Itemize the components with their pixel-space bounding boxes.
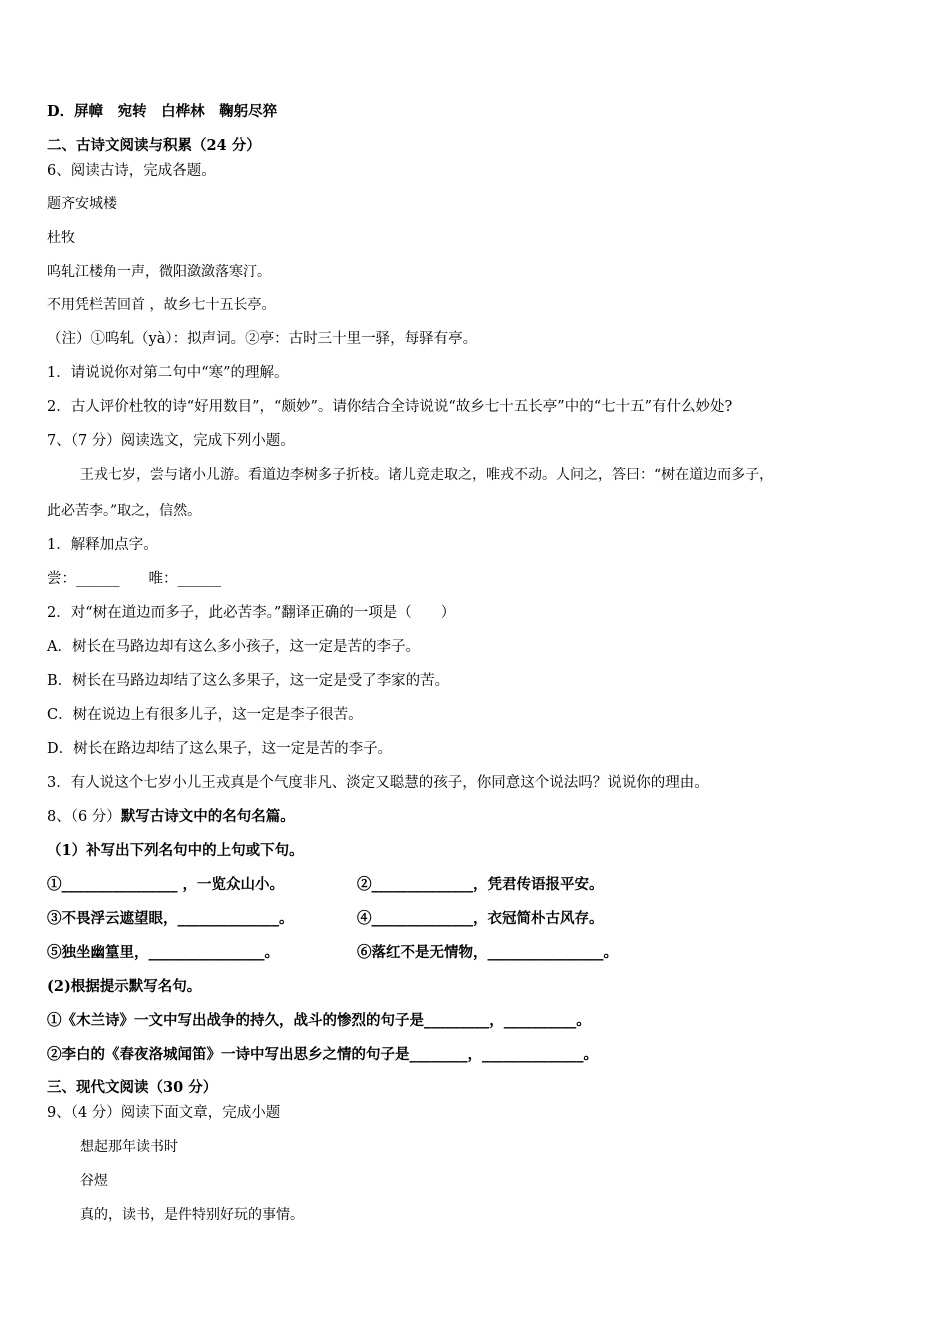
sub-question: 2．对“树在道边而多子，此必苦李。”翻译正确的一项是（ ） bbox=[47, 605, 456, 621]
option-d: D．屏幛 宛转 白桦林 鞠躬尽猝 bbox=[47, 103, 278, 120]
fill-blank: ⑥落红不是无情物，________________。 bbox=[357, 944, 618, 961]
question-6: 6、阅读古诗，完成各题。 bbox=[47, 163, 216, 179]
option-b: B．树长在马路边却结了这么多果子，这一定是受了李家的苦。 bbox=[47, 673, 450, 689]
option-a: A．树长在马路边却有这么多小孩子，这一定是苦的李子。 bbox=[47, 639, 420, 655]
question-8-number: 8、（6 分） bbox=[47, 809, 121, 825]
poem-line: 不用凭栏苦回首 ，故乡七十五长亭。 bbox=[47, 297, 276, 313]
sub-heading: （1）补写出下列名句中的上句或下句。 bbox=[47, 842, 304, 859]
fill-blank: ①________________ ，一览众山小。 bbox=[47, 876, 285, 893]
option-d: D．树长在路边却结了这么果子，这一定是苦的李子。 bbox=[47, 741, 393, 757]
sub-question: 1．解释加点字。 bbox=[47, 537, 158, 553]
sub-question: 2．古人评价杜牧的诗“好用数目”，“颇妙”。请你结合全诗说说“故乡七十五长亭”中的“七十五”有什么妙处? bbox=[47, 399, 733, 415]
fill-blank: ②______________，凭君传语报平安。 bbox=[357, 876, 604, 893]
classical-text: 王戎七岁，尝与诸小儿游。看道边李树多子折枝。诸儿竞走取之，唯戎不动。人问之，答曰：“树在道边而多子， bbox=[80, 467, 774, 483]
article-text: 真的，读书，是件特别好玩的事情。 bbox=[80, 1207, 304, 1223]
poem-author: 杜牧 bbox=[47, 230, 75, 246]
question-9: 9、（4 分）阅读下面文章，完成小题 bbox=[47, 1105, 281, 1121]
fill-blank: 尝：______ 唯：______ bbox=[47, 571, 221, 587]
question-8 bbox=[47, 807, 295, 827]
question-7: 7、（7 分）阅读选文，完成下列小题。 bbox=[47, 433, 295, 449]
question-8-title: 默写古诗文中的名句名篇。 bbox=[120, 808, 295, 825]
poem-line: 呜轧江楼角一声，微阳潋潋落寒汀。 bbox=[47, 264, 271, 280]
fill-blank: ④______________，衣冠简朴古风存。 bbox=[357, 910, 604, 927]
section-heading: 三、现代文阅读（30 分） bbox=[47, 1079, 218, 1096]
article-author: 谷煜 bbox=[80, 1173, 108, 1189]
fill-blank: ②李白的《春夜洛城闻笛》一诗中写出思乡之情的句子是________，______________。 bbox=[47, 1046, 598, 1063]
section-heading: 二、古诗文阅读与积累（24 分） bbox=[47, 137, 261, 154]
classical-text: 此必苦李。”取之，信然。 bbox=[47, 503, 202, 519]
article-title: 想起那年读书时 bbox=[80, 1139, 178, 1155]
fill-blank: ①《木兰诗》一文中写出战争的持久，战斗的惨烈的句子是_________，__________。 bbox=[47, 1012, 591, 1029]
option-c: C．树在说边上有很多儿子，这一定是李子很苦。 bbox=[47, 707, 363, 723]
poem-title: 题齐安城楼 bbox=[47, 196, 117, 212]
fill-blank: ⑤独坐幽篁里，________________。 bbox=[47, 944, 279, 961]
sub-question: 1．请说说你对第二句中“寒”的理解。 bbox=[47, 365, 289, 381]
sub-question: 3．有人说这个七岁小儿王戎真是个气度非凡、淡定又聪慧的孩子，你同意这个说法吗？说说你的理由。 bbox=[47, 775, 709, 791]
fill-blank: ③不畏浮云遮望眼，______________。 bbox=[47, 910, 294, 927]
sub-heading: (2)根据提示默写名句。 bbox=[47, 978, 202, 995]
poem-note: （注）①呜轧（yà）：拟声词。②亭：古时三十里一驿，每驿有亭。 bbox=[47, 331, 478, 347]
